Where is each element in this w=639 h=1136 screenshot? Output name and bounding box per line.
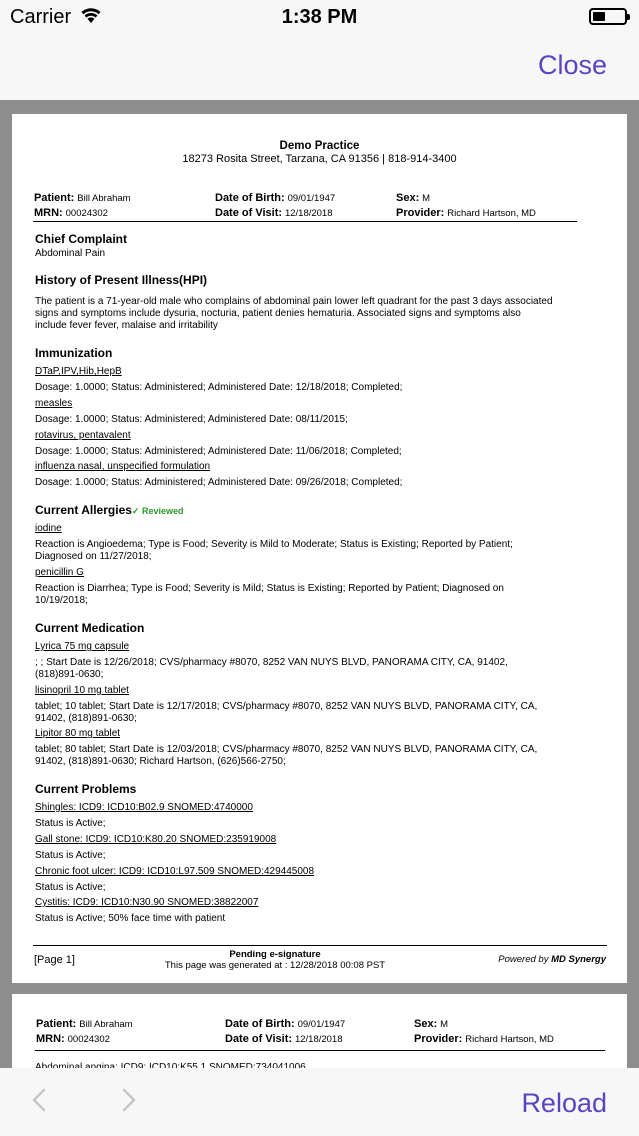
immunization-name: DTaP,IPV,Hib,HepB <box>35 366 122 377</box>
hpi-line: signs and symptoms include dysuria, nocturia, patient denies hematuria. Associated signs and symptoms also <box>35 308 521 319</box>
dob-field: Date of Birth: 09/01/1947 <box>225 1018 346 1030</box>
immunization-name: influenza nasal, unspecified formulation <box>35 461 211 472</box>
medication-detail: tablet; 80 tablet; Start Date is 12/03/2018; CVS/pharmacy #8070, 8252 VAN NUYS BLVD, PANORAMA CITY, CA, <box>35 744 538 755</box>
close-button[interactable]: Close <box>537 50 607 80</box>
footer-divider <box>33 945 607 946</box>
brand-name: MD Synergy <box>551 954 606 965</box>
pending-signature: Pending e-signature <box>229 949 321 960</box>
problem-detail: Status is Active; <box>35 850 106 861</box>
medication-detail: tablet; 10 tablet; Start Date is 12/17/2018; CVS/pharmacy #8070, 8252 VAN NUYS BLVD, PANORAMA CITY, CA, <box>35 701 538 712</box>
problem-detail: Status is Active; 50% face time with patient <box>35 913 226 924</box>
immunization-detail: Dosage: 1.0000; Status: Administered; Administered Date: 12/18/2018; Completed; <box>35 382 403 393</box>
back-chevron-icon[interactable] <box>32 1088 46 1112</box>
forward-chevron-icon[interactable] <box>122 1088 136 1112</box>
status-bar <box>0 0 639 36</box>
allergy-detail: Reaction is Diarrhea; Type is Food; Severity is Mild; Status is Existing; Reported by Patient; Diagnosed on <box>35 583 504 594</box>
allergy-name: penicillin G <box>35 567 84 578</box>
immunization-name: measles <box>35 398 73 409</box>
medication-detail: 91402, (818)891-0630; Richard Hartson, (626)566-2750; <box>35 756 286 767</box>
dov-field: Date of Visit: 12/18/2018 <box>215 207 333 219</box>
battery-icon <box>589 8 627 25</box>
provider-field: Provider: Richard Hartson, MD <box>396 207 536 219</box>
immunization-detail: Dosage: 1.0000; Status: Administered; Administered Date: 09/26/2018; Completed; <box>35 477 403 488</box>
mrn-field: MRN: 00024302 <box>34 207 108 219</box>
chief-complaint-title: Chief Complaint <box>35 232 127 246</box>
mrn-field: MRN: 00024302 <box>36 1033 110 1045</box>
document-page-2 <box>12 994 627 1068</box>
generated-timestamp: This page was generated at : 12/28/2018 00:08 PST <box>164 960 386 971</box>
medication-detail: ; ; Start Date is 12/26/2018; CVS/pharmacy #8070, 8252 VAN NUYS BLVD, PANORAMA CITY, CA, 91402, <box>35 657 508 668</box>
problem-detail: Status is Active; <box>35 882 106 893</box>
hpi-line: include fever fever, malaise and irritability <box>35 320 218 331</box>
immunization-detail: Dosage: 1.0000; Status: Administered; Administered Date: 11/06/2018; Completed; <box>35 446 402 457</box>
reviewed-badge: ✓ Reviewed <box>131 506 184 516</box>
patient-field: Patient: Bill Abraham <box>34 192 131 204</box>
problem-detail: Status is Active; <box>35 818 106 829</box>
medication-detail: 91402, (818)891-0630; <box>35 713 137 724</box>
carrier-label: Carrier <box>10 6 72 28</box>
chief-complaint-text: Abdominal Pain <box>35 248 106 259</box>
dov-field: Date of Visit: 12/18/2018 <box>225 1033 343 1045</box>
problem-name: Gall stone: ICD9: ICD10:K80.20 SNOMED:235919008 <box>35 834 277 845</box>
allergy-detail: 10/19/2018; <box>35 595 88 606</box>
patient-field: Patient: Bill Abraham <box>36 1018 133 1030</box>
dob-field: Date of Birth: 09/01/1947 <box>215 192 336 204</box>
medication-title: Current Medication <box>35 621 145 635</box>
problems-title: Current Problems <box>35 782 137 796</box>
problem-name: Shingles: ICD9: ICD10:B02.9 SNOMED:4740000 <box>35 802 253 813</box>
sex-field: Sex: M <box>414 1018 449 1030</box>
powered-by: Powered by MD Synergy <box>498 954 606 965</box>
practice-address: 18273 Rosita Street, Tarzana, CA 91356 | 818-914-3400 <box>182 153 457 165</box>
medication-name: Lyrica 75 mg capsule <box>35 641 130 652</box>
hpi-title: History of Present Illness(HPI) <box>35 273 208 287</box>
navigation-bar <box>0 36 639 100</box>
immunization-title: Immunization <box>35 346 113 360</box>
page-number: [Page 1] <box>34 954 75 966</box>
medication-detail: (818)891-0630; <box>35 669 104 680</box>
problem-name: Cystitis: ICD9: ICD10:N30.90 SNOMED:38822007 <box>35 897 259 908</box>
medication-name: Lipitor 80 mg tablet <box>35 728 121 739</box>
clock: 1:38 PM <box>281 6 358 28</box>
immunization-name: rotavirus, pentavalent <box>35 430 131 441</box>
allergy-detail: Reaction is Angioedema; Type is Food; Severity is Mild to Moderate; Status is Existing; Reported by Patient; <box>35 539 513 550</box>
immunization-detail: Dosage: 1.0000; Status: Administered; Administered Date: 08/11/2015; <box>35 414 348 425</box>
sex-field: Sex: M <box>396 192 431 204</box>
allergy-detail: Diagnosed on 11/27/2018; <box>35 551 152 562</box>
hpi-line: The patient is a 71-year-old male who complains of abdominal pain lower left quadrant for the past 3 days associated <box>35 296 553 307</box>
header-divider <box>35 1050 605 1051</box>
allergy-name: iodine <box>35 523 62 534</box>
problem-name: Chronic foot ulcer: ICD9: ICD10:L97.509 SNOMED:429445008 <box>35 866 315 877</box>
medication-name: lisinopril 10 mg tablet <box>35 685 129 696</box>
header-divider <box>33 221 577 222</box>
reload-button[interactable]: Reload <box>521 1088 607 1118</box>
bottom-toolbar <box>0 1068 639 1136</box>
allergies-title: Current Allergies✓ Reviewed <box>35 503 184 517</box>
practice-name: Demo Practice <box>279 140 360 152</box>
provider-field: Provider: Richard Hartson, MD <box>414 1033 554 1045</box>
